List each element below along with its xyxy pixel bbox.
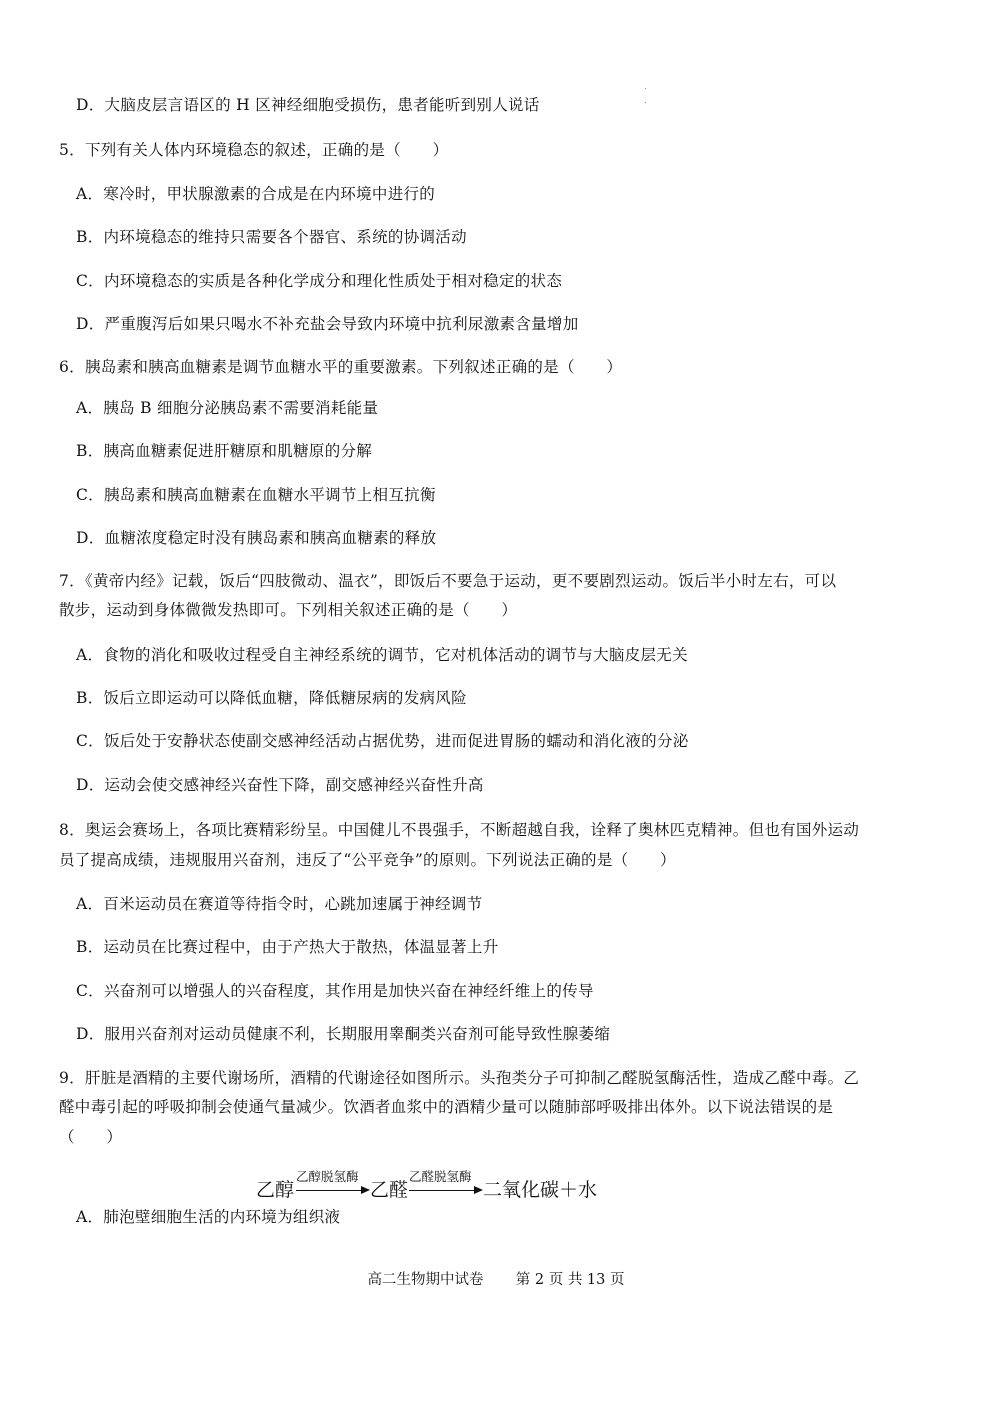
q6-option-d: D．血糖浓度稳定时没有胰岛素和胰高血糖素的释放 (76, 529, 437, 547)
scan-speck (645, 102, 646, 103)
q5-option-d: D．严重腹泻后如果只喝水不补充盐会导致内环境中抗利尿激素含量增加 (76, 315, 579, 333)
q6-option-c: C．胰岛素和胰高血糖素在血糖水平调节上相互抗衡 (76, 486, 436, 504)
q7-option-b: B．饭后立即运动可以降低血糖，降低糖尿病的发病风险 (76, 689, 467, 707)
scheme-arrowhead-2 (474, 1186, 483, 1194)
scheme-acetaldehyde: 乙醛 (370, 1179, 409, 1201)
scheme-products: 二氧化碳＋水 (483, 1179, 598, 1201)
q6-option-a: A．胰岛 B 细胞分泌胰岛素不需要消耗能量 (76, 399, 379, 417)
q5-option-a: A．寒冷时，甲状腺激素的合成是在内环境中进行的 (76, 185, 436, 203)
q6-option-b: B．胰高血糖素促进肝糖原和肌糖原的分解 (76, 442, 373, 460)
q8-option-a: A．百米运动员在赛道等待指令时，心跳加速属于神经调节 (76, 895, 483, 913)
scheme-enzyme-aldehyde-dehydrogenase: 乙醛脱氢酶 (409, 1169, 472, 1184)
q8-option-b: B．运动员在比赛过程中，由于产热大于散热，体温显著上升 (76, 938, 499, 956)
scheme-arrowhead-1 (361, 1186, 370, 1194)
q4-option-d: D．大脑皮层言语区的 H 区神经细胞受损伤，患者能听到别人说话 (76, 96, 540, 114)
page-footer (0, 1270, 992, 1290)
q8-option-d: D．服用兴奋剂对运动员健康不利，长期服用睾酮类兴奋剂可能导致性腺萎缩 (76, 1025, 611, 1043)
q8-stem-line2: 员了提高成绩，违规服用兴奋剂，违反了“公平竞争”的原则。下列说法正确的是（ ） (59, 851, 676, 869)
q9-option-a: A．肺泡壁细胞生活的内环境为组织液 (76, 1208, 341, 1226)
q7-stem-line1: 7．《黄帝内经》记载，饭后“四肢微动、温衣”，即饭后不要急于运动，更不要剧烈运动。饭后半小时左右，可以 (59, 572, 837, 590)
q7-option-a: A．食物的消化和吸收过程受自主神经系统的调节，它对机体活动的调节与大脑皮层无关 (76, 646, 688, 664)
scheme-arrow-2 (409, 1190, 475, 1191)
footer-page-info: 第 2 页 共 13 页 (515, 1272, 625, 1288)
q9-stem-line2: 醛中毒引起的呼吸抑制会使通气量减少。饮酒者血浆中的酒精少量可以随肺部呼吸排出体外。以下说法错误的是 (59, 1098, 834, 1116)
q5-option-b: B．内环境稳态的维持只需要各个器官、系统的协调活动 (76, 228, 467, 246)
scan-speck (645, 88, 646, 89)
q9-stem-line3: （ ） (59, 1128, 123, 1146)
q5-stem: 5．下列有关人体内环境稳态的叙述，正确的是（ ） (59, 141, 449, 159)
q9-stem-line1: 9．肝脏是酒精的主要代谢场所，酒精的代谢途径如图所示。头孢类分子可抑制乙醛脱氢酶活性，造成乙醛中毒。乙 (59, 1069, 860, 1087)
q5-option-c: C．内环境稳态的实质是各种化学成分和理化性质处于相对稳定的状态 (76, 272, 563, 290)
q7-stem-line2: 散步，运动到身体微微发热即可。下列相关叙述正确的是（ ） (59, 601, 518, 619)
q8-stem-line1: 8．奥运会赛场上，各项比赛精彩纷呈。中国健儿不畏强手，不断超越自我，诠释了奥林匹克精神。但也有国外运动 (59, 821, 860, 839)
scheme-ethanol: 乙醇 (256, 1179, 295, 1201)
scheme-arrow-1 (296, 1190, 362, 1191)
footer-exam-name: 高二生物期中试卷 (367, 1272, 484, 1288)
q7-option-c: C．饭后处于安静状态使副交感神经活动占据优势，进而促进胃肠的蠕动和消化液的分泌 (76, 732, 689, 750)
scheme-enzyme-alcohol-dehydrogenase: 乙醇脱氢酶 (296, 1169, 359, 1184)
q7-option-d: D．运动会使交感神经兴奋性下降，副交感神经兴奋性升高 (76, 776, 484, 794)
q8-option-c: C．兴奋剂可以增强人的兴奋程度，其作用是加快兴奋在神经纤维上的传导 (76, 982, 594, 1000)
q6-stem: 6．胰岛素和胰高血糖素是调节血糖水平的重要激素。下列叙述正确的是（ ） (59, 358, 623, 376)
